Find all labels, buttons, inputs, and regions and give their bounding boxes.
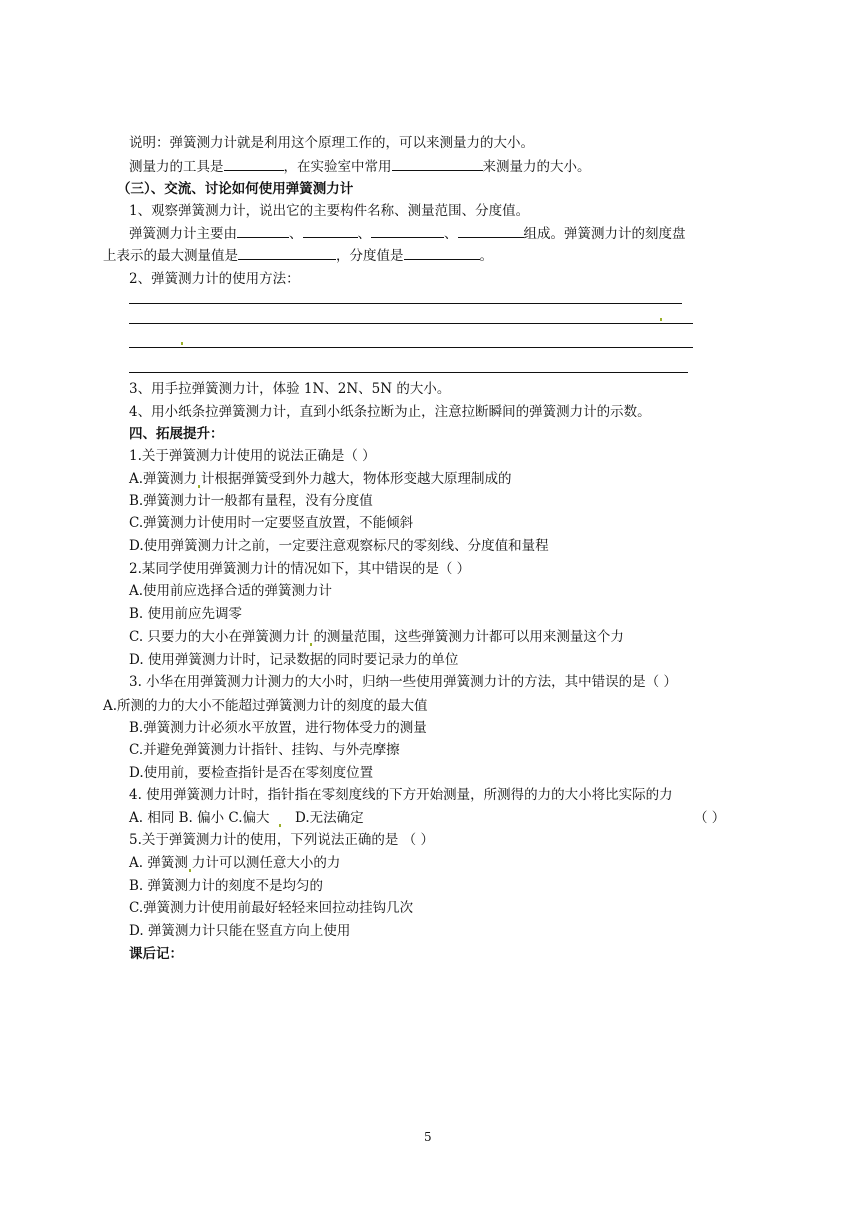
- text-segment: 测量力的工具是: [129, 159, 224, 175]
- option-1c: C.弹簧测力计使用时一定要竖直放置，不能倾斜: [129, 515, 414, 531]
- instruction-4: 4、用小纸条拉弹簧测力计，直到小纸条拉断为止，注意拉断瞬间的弹簧测力计的示数。: [129, 404, 651, 420]
- question-3: 3. 小华在用弹簧测力计测力的大小时，归纳一些使用弹簧测力计的方法，其中错误的是（ ）: [129, 674, 677, 690]
- text-segment: ，在实验室中常用: [283, 159, 392, 175]
- text-segment: A. 相同 B. 偏小 C.偏大: [129, 810, 270, 826]
- answer-parenthesis: （ ）: [694, 810, 726, 826]
- option-5c: C.弹簧测力计使用前最好轻轻来回拉动挂钩几次: [129, 900, 414, 916]
- option-1b: B.弹簧测力计一般都有量程，没有分度值: [129, 493, 373, 509]
- answer-blank[interactable]: [224, 157, 284, 171]
- instruction-3: 3、用手拉弹簧测力计，体验 1N、2N、5N 的大小。: [129, 381, 451, 397]
- option-5b: B. 弹簧测力计的刻度不是均匀的: [129, 878, 324, 894]
- question-4: 4. 使用弹簧测力计时，指针指在零刻度线的下方开始测量，所测得的力的大小将比实际的力: [129, 787, 673, 803]
- option-3c: C.并避免弹簧测力计指针、挂钩、与外壳摩擦: [129, 742, 400, 758]
- writing-line[interactable]: [129, 347, 693, 348]
- option-2b: B. 使用前应先调零: [129, 606, 243, 622]
- question-4-options: [129, 809, 364, 827]
- text-segment: A. 弹簧测: [129, 855, 188, 871]
- option-3a: A.所测的力的大小不能超过弹簧测力计的刻度的最大值: [103, 698, 428, 714]
- text-segment: 。: [479, 248, 493, 264]
- answer-blank[interactable]: [303, 224, 358, 238]
- option-2c: [129, 628, 624, 646]
- answer-blank[interactable]: [238, 246, 336, 260]
- section-heading-4: 四、拓展提升：: [129, 426, 224, 442]
- answer-blank[interactable]: [458, 224, 524, 238]
- question-5: 5.关于弹簧测力计的使用，下列说法正确的是 （ ）: [129, 832, 434, 848]
- text-segment: 上表示的最大测量值是: [103, 248, 238, 264]
- text-segment: 弹簧测力计主要由: [129, 226, 237, 242]
- after-class-notes-heading: 课后记：: [129, 946, 183, 962]
- text-segment: 的测量范围，这些弹簧测力计都可以用来测量这个力: [313, 629, 624, 645]
- components-fill-line: [129, 224, 686, 243]
- text-segment: ，分度值是: [336, 248, 404, 264]
- speck-mark: [189, 869, 191, 872]
- question-1: 1.关于弹簧测力计使用的说法正确是（ ）: [129, 448, 376, 464]
- text-segment: A.弹簧测力: [129, 471, 198, 487]
- answer-blank[interactable]: [371, 224, 444, 238]
- option-3d: D.使用前，要检查指针是否在零刻度位置: [129, 765, 374, 781]
- speck-mark: [198, 485, 200, 488]
- text-segment: C. 只要力的大小在弹簧测力计: [129, 629, 310, 645]
- speck-mark: [660, 318, 662, 321]
- answer-blank[interactable]: [404, 246, 480, 260]
- explanation-line: 说明：弹簧测力计就是利用这个原理工作的，可以来测量力的大小。: [129, 135, 534, 151]
- option-1d: D.使用弹簧测力计之前，一定要注意观察标尺的零刻线、分度值和量程: [129, 538, 549, 554]
- page-number: 5: [424, 1130, 432, 1144]
- option-2d: D. 使用弹簧测力计时，记录数据的同时要记录力的单位: [129, 652, 459, 668]
- tool-fill-line: [129, 157, 591, 176]
- option-5d: D. 弹簧测力计只能在竖直方向上使用: [129, 923, 351, 939]
- writing-line[interactable]: [129, 323, 693, 324]
- text-segment: （三）、交流、讨论如: [117, 181, 246, 197]
- text-segment: 组成。弹簧测力计的刻度盘: [523, 226, 686, 242]
- range-fill-line: [103, 246, 493, 265]
- option-2a: A.使用前应选择合适的弹簧测力计: [129, 583, 333, 599]
- text-segment: 来测量力的大小。: [482, 159, 591, 175]
- writing-line[interactable]: [129, 372, 688, 373]
- question-2: 2.某同学使用弹簧测力计的情况如下，其中错误的是（ ）: [129, 561, 471, 577]
- answer-blank[interactable]: [237, 224, 289, 238]
- answer-blank[interactable]: [392, 157, 483, 171]
- text-segment: 、: [289, 226, 303, 242]
- text-segment: 何使用弹簧测力计: [245, 181, 354, 197]
- option-5a: [129, 854, 340, 872]
- option-1a: [129, 470, 512, 488]
- text-segment: 、: [444, 226, 458, 242]
- speck-mark: [181, 342, 183, 345]
- option-3b: B.弹簧测力计必须水平放置，进行物体受力的测量: [129, 720, 427, 736]
- text-segment: 计根据弹簧受到外力越大，物体形变越大原理制成的: [201, 471, 512, 487]
- instruction-2: 2、弹簧测力计的使用方法：: [129, 271, 300, 287]
- section-heading-3: [117, 180, 353, 198]
- speck-mark: [279, 824, 281, 827]
- text-segment: D.无法确定: [295, 810, 364, 826]
- text-segment: 、: [357, 226, 371, 242]
- text-segment: 力计可以测任意大小的力: [191, 855, 341, 871]
- instruction-1: 1、观察弹簧测力计，说出它的主要构件名称、测量范围、分度值。: [129, 203, 530, 219]
- writing-line[interactable]: [129, 303, 682, 304]
